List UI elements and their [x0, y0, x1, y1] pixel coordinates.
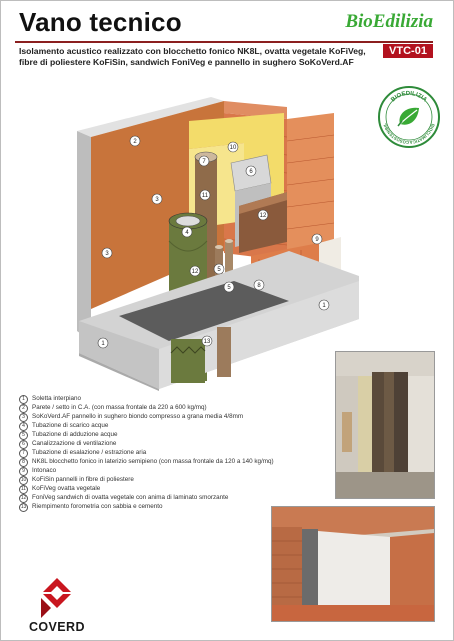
legend-item: 7 Tubazione di esalazione / estrazione aria	[19, 449, 279, 458]
subtitle-line-1: Isolamento acustico realizzato con blocchetto fonico NK8L, ovatta vegetale KoFiVeg,	[19, 46, 366, 56]
legend-item: 12 FoniVeg sandwich di ovatta vegetale con anima di laminato smorzante	[20, 494, 229, 502]
legend-item: 13 Riempimento forometria con sabbia e cemento	[20, 503, 163, 511]
svg-text:4: 4	[185, 230, 189, 236]
legend-item: 11 KoFiVeg ovatta vegetale	[20, 485, 101, 493]
page-title: Vano tecnico	[19, 7, 182, 37]
page-subtitle	[19, 46, 379, 68]
legend-item: 8 NK8L blocchetto fonico in laterizio semipieno (con massa frontale da 120 a 140 kg/mq)	[19, 458, 279, 467]
component-legend	[19, 395, 279, 512]
site-photo-shaft	[335, 351, 435, 499]
technical-section-diagram	[19, 91, 369, 391]
svg-text:12: 12	[191, 269, 199, 275]
header-rule	[15, 41, 433, 43]
coverd-logo-text: COVERD	[29, 620, 85, 634]
legend-item: 6 Canalizzazione di ventilazione	[19, 440, 279, 449]
legend-item: 1 Soletta interpiano	[19, 395, 279, 404]
svg-text:6: 6	[249, 169, 253, 175]
brand-name: BioEdilizia	[345, 11, 433, 32]
seal-right-text: BIOCLIMATICA	[409, 123, 436, 146]
svg-text:13: 13	[203, 339, 211, 345]
svg-text:1: 1	[322, 303, 326, 309]
svg-text:2: 2	[133, 139, 137, 145]
legend-item: 4 Tubazione di scarico acque	[19, 422, 279, 431]
legend-item: 3 SoKoVerd.AF pannello in sughero biondo compresso a grana media 4/8mm	[19, 413, 279, 422]
bioedilizia-seal-icon	[377, 85, 441, 149]
svg-text:5: 5	[217, 267, 221, 273]
seal-top-text: BIOEDILIZIA	[390, 90, 428, 104]
svg-text:9: 9	[315, 237, 319, 243]
legend-item: 2 Parete / setto in C.A. (con massa frontale da 220 a 600 kg/mq)	[19, 404, 279, 413]
svg-text:5: 5	[227, 285, 231, 291]
subtitle-line-2: fibre di poliestere KoFiSin, sandwich FoniVeg e pannello in sughero SoKoVerd.AF	[19, 57, 354, 67]
svg-text:8: 8	[257, 283, 261, 289]
svg-text:3: 3	[105, 251, 109, 257]
seal-left-text: COSOSTENIBIL	[382, 122, 410, 146]
product-code-badge: VTC-01	[383, 44, 433, 58]
legend-item: 10 KoFiSin pannelli in fibre di poliestere	[20, 476, 134, 484]
concrete-wall-side	[77, 131, 91, 341]
nk8l-brick-wall	[287, 113, 334, 261]
site-photo-corridor	[271, 506, 435, 622]
svg-text:3: 3	[155, 197, 159, 203]
svg-text:10: 10	[229, 145, 237, 151]
svg-text:12: 12	[259, 213, 267, 219]
legend-item: 5 Tubazione di adduzione acque	[19, 431, 279, 440]
svg-text:7: 7	[202, 159, 206, 165]
svg-text:11: 11	[201, 193, 209, 199]
legend-item: 9 Intonaco	[19, 467, 279, 476]
svg-text:1: 1	[101, 341, 105, 347]
